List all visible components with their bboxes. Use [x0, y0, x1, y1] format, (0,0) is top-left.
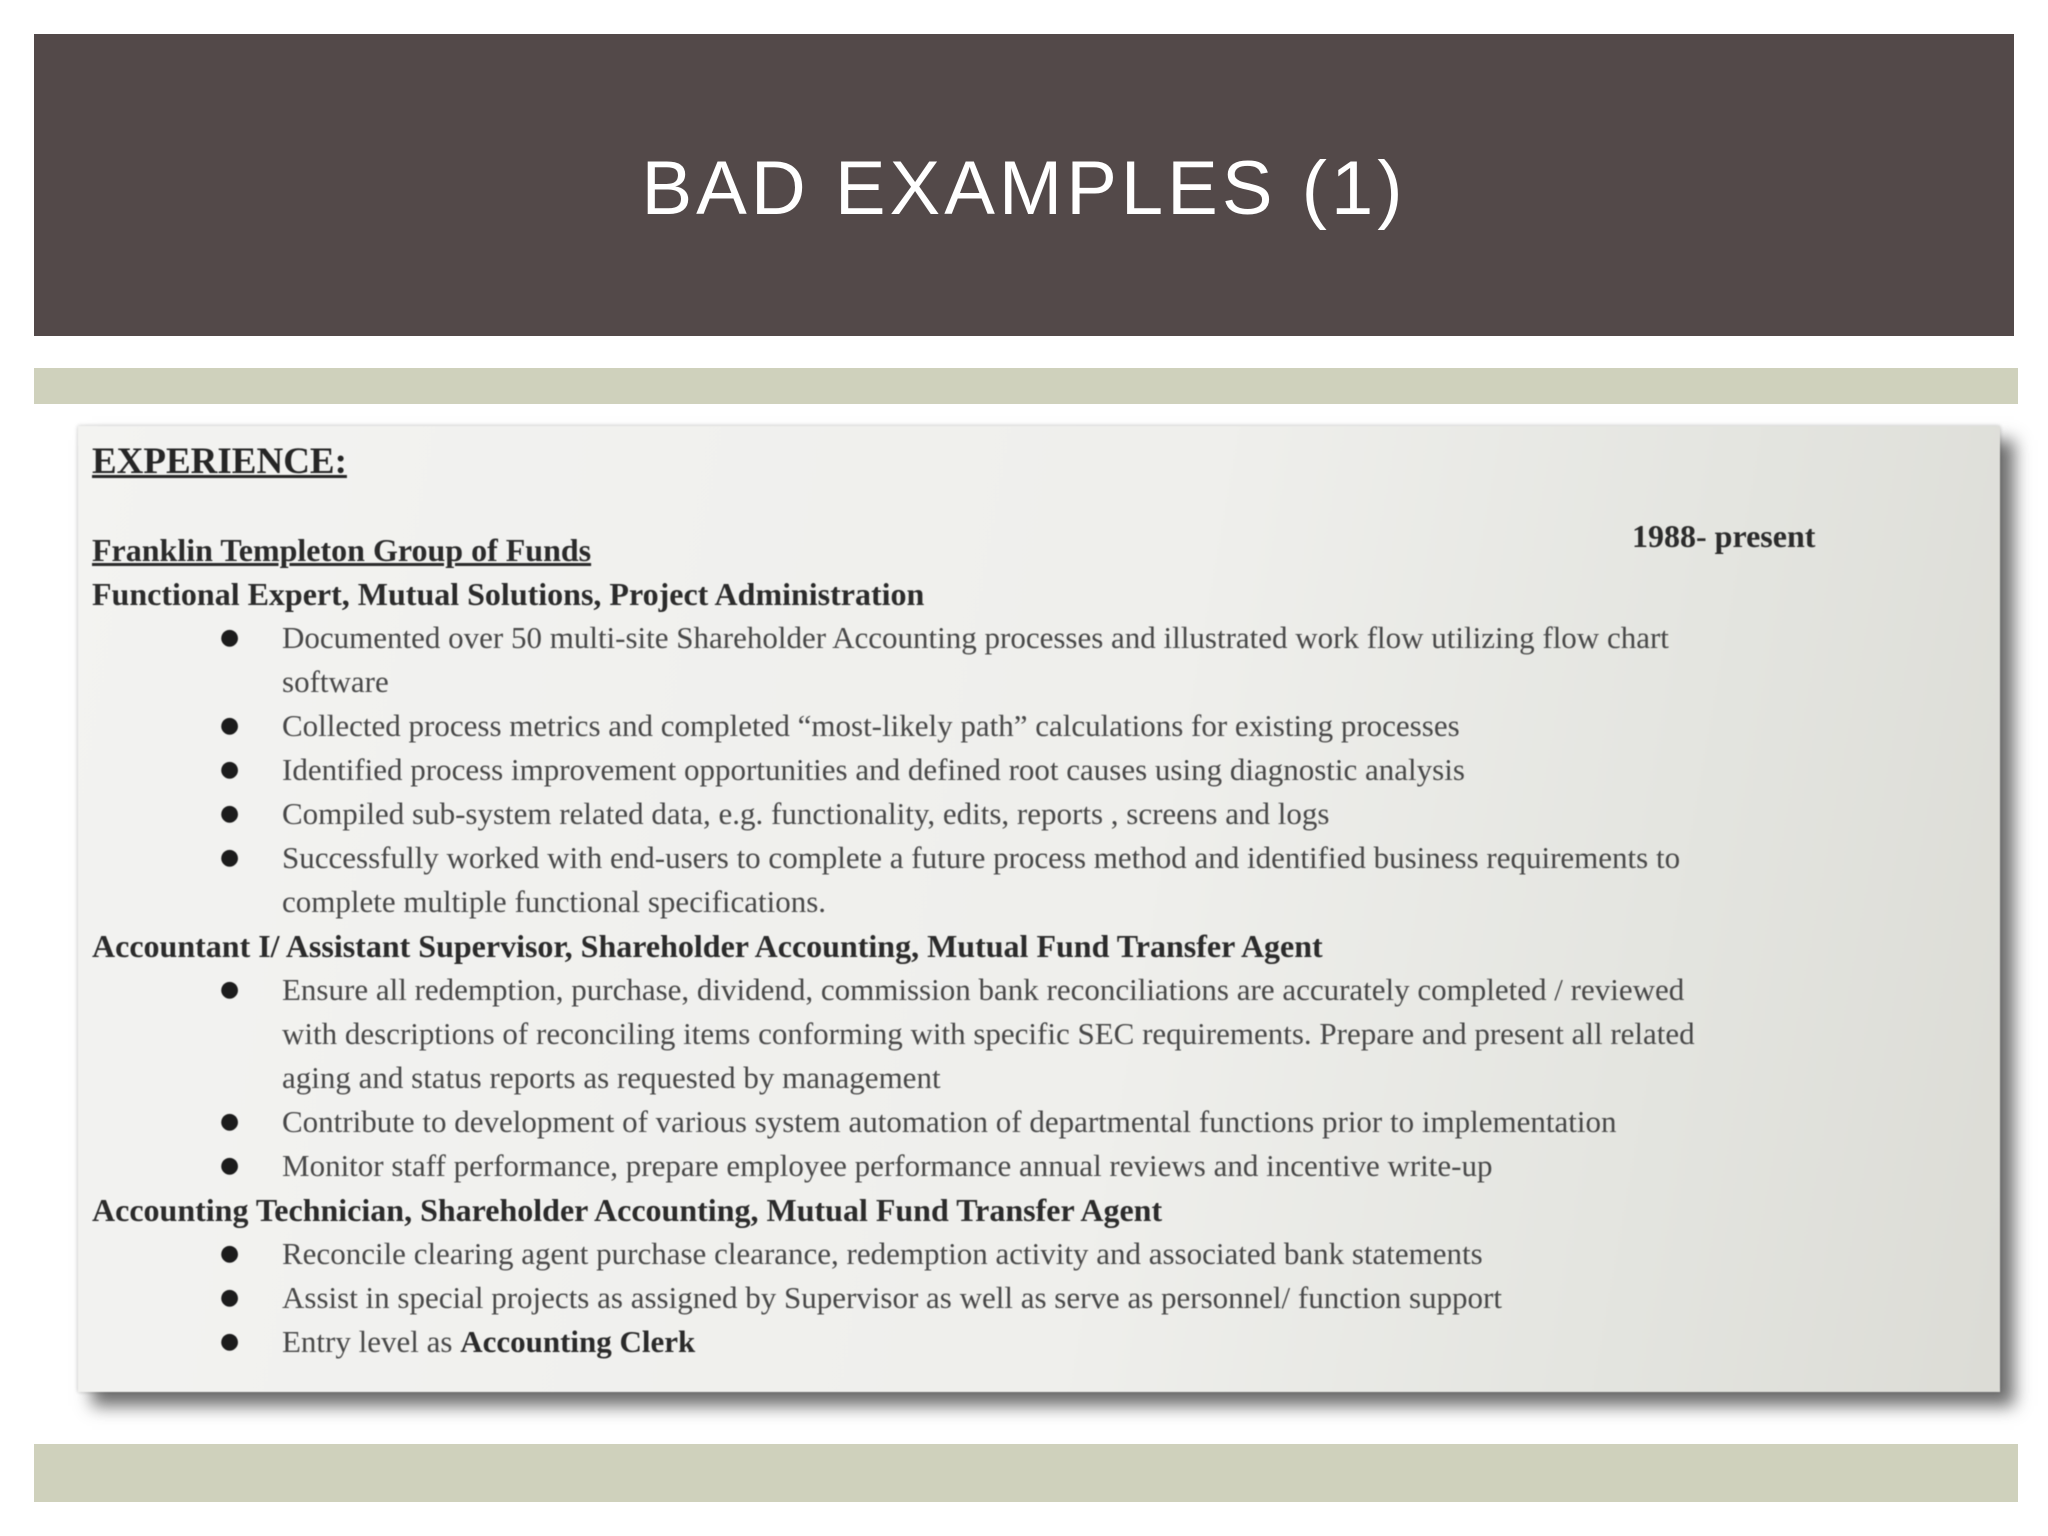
bullet-dot-icon: ●: [220, 1329, 240, 1354]
title-bar: [34, 34, 2014, 336]
role-title: Accounting Technician, Shareholder Accounting, Mutual Fund Transfer Agent: [92, 1192, 1163, 1228]
bullet-text-bold: Accounting Clerk: [460, 1324, 696, 1359]
bullet-text: Reconcile clearing agent purchase clearance, redemption activity and associated bank statements: [282, 1236, 1483, 1271]
bullet-text-continued: software: [282, 664, 389, 699]
role-title: Accountant I/ Assistant Supervisor, Shareholder Accounting, Mutual Fund Transfer Agent: [92, 928, 1323, 964]
image-frame-inner: [34, 404, 2018, 1444]
bullet-text: Compiled sub-system related data, e.g. functionality, edits, reports , screens and logs: [282, 796, 1330, 831]
employment-dates: 1988- present: [1632, 518, 1816, 554]
bullet-item: [92, 1276, 2000, 1320]
bullet-item: [92, 836, 2000, 924]
bullet-item: [92, 792, 2000, 836]
image-frame: [34, 368, 2018, 1502]
bullet-dot-icon: ●: [220, 1241, 240, 1266]
bullet-item: [92, 748, 2000, 792]
role-title: Functional Expert, Mutual Solutions, Project Administration: [92, 576, 925, 612]
bullet-dot-icon: ●: [220, 625, 240, 650]
resume-content: [92, 440, 2000, 1364]
bullet-item: [92, 616, 2000, 704]
bullet-item: [92, 1144, 2000, 1188]
section-heading: EXPERIENCE:: [92, 441, 347, 482]
bullet-text: Monitor staff performance, prepare employee performance annual reviews and incentive write-up: [282, 1148, 1493, 1183]
company-row: [92, 518, 2000, 572]
bullet-item: [92, 1320, 2000, 1364]
bullet-item: [92, 1232, 2000, 1276]
bullet-dot-icon: ●: [220, 977, 240, 1002]
bullet-text: Contribute to development of various system automation of departmental functions prior to implementation: [282, 1104, 1617, 1139]
bullet-text-continued: aging and status reports as requested by management: [282, 1060, 941, 1095]
bullet-text: Identified process improvement opportunities and defined root causes using diagnostic analysis: [282, 752, 1465, 787]
bullet-dot-icon: ●: [220, 845, 240, 870]
bullet-text: Successfully worked with end-users to complete a future process method and identified business requirements to: [282, 840, 1681, 875]
resume-scan: [78, 426, 2000, 1392]
company-name: Franklin Templeton Group of Funds: [92, 532, 592, 568]
bullet-text: Assist in special projects as assigned by Supervisor as well as serve as personnel/ function support: [282, 1280, 1502, 1315]
bullet-dot-icon: ●: [220, 757, 240, 782]
bullet-dot-icon: ●: [220, 713, 240, 738]
bullet-text: Collected process metrics and completed “most-likely path” calculations for existing processes: [282, 708, 1460, 743]
bullet-item: [92, 704, 2000, 748]
bullet-text: Ensure all redemption, purchase, dividend, commission bank reconciliations are accurately completed / reviewed: [282, 972, 1685, 1007]
bullet-item: [92, 1100, 2000, 1144]
bullet-item: [92, 968, 2000, 1100]
bullet-dot-icon: ●: [220, 1109, 240, 1134]
bullet-text-continued: complete multiple functional specifications.: [282, 884, 827, 919]
bullet-dot-icon: ●: [220, 801, 240, 826]
bullet-text-continued: with descriptions of reconciling items conforming with specific SEC requirements. Prepare and present all related: [282, 1016, 1695, 1051]
bullet-dot-icon: ●: [220, 1153, 240, 1178]
bullet-text: Documented over 50 multi-site Shareholder Accounting processes and illustrated work flow utilizing flow chart: [282, 620, 1669, 655]
bullet-dot-icon: ●: [220, 1285, 240, 1310]
slide-title: BAD EXAMPLES (1): [641, 145, 1407, 231]
bullet-text: Entry level as: [282, 1324, 461, 1359]
